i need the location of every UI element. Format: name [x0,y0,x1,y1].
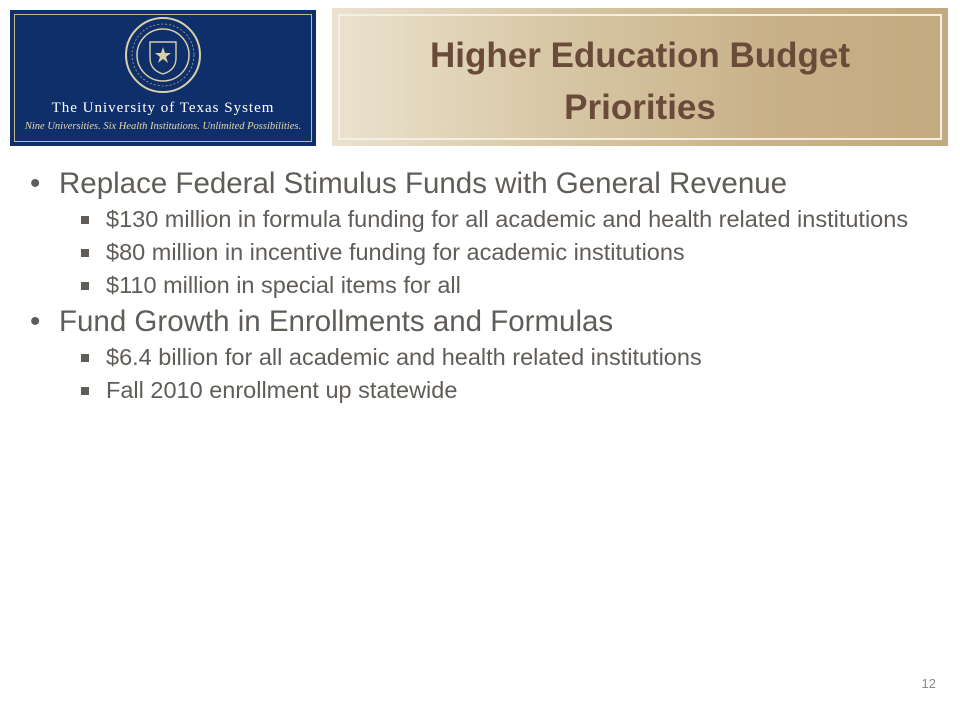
sub-bullet-text: $6.4 billion for all academic and health related institutions [106,344,702,370]
bullet-text: Replace Federal Stimulus Funds with General Revenue [59,167,788,200]
organization-name: The University of Texas System [51,100,275,116]
sub-bullet-item [30,345,910,369]
square-bullet-icon [81,249,89,257]
square-bullet-icon [81,282,89,290]
sub-bullet-text: $130 million in formula funding for all academic and health related institutions [106,206,909,232]
bullet-text: Fund Growth in Enrollments and Formulas [59,305,614,338]
sub-bullet-item [30,273,910,297]
sub-bullet-text: $110 million in special items for all [106,272,461,298]
title-banner [332,8,948,146]
logo-panel [10,10,316,146]
slide-title: Higher Education Budget Priorities [430,36,850,127]
sub-bullet-item [30,378,910,402]
square-bullet-icon [81,354,89,362]
slide-content [30,168,910,411]
organization-tagline: Nine Universities. Six Health Institutions. Unlimited Possibilities. [24,121,302,132]
sub-bullet-item [30,240,910,264]
bullet-item [30,306,910,337]
sub-bullet-item [30,207,910,231]
square-bullet-icon [81,216,89,224]
square-bullet-icon [81,387,89,395]
bullet-item [30,168,910,199]
bullet-dot-icon: • [30,167,41,200]
page-number: 12 [921,676,936,691]
university-seal-icon [124,16,202,94]
sub-bullet-text: $80 million in incentive funding for academic institutions [106,239,685,265]
bullet-dot-icon: • [30,305,41,338]
sub-bullet-text: Fall 2010 enrollment up statewide [106,377,458,403]
